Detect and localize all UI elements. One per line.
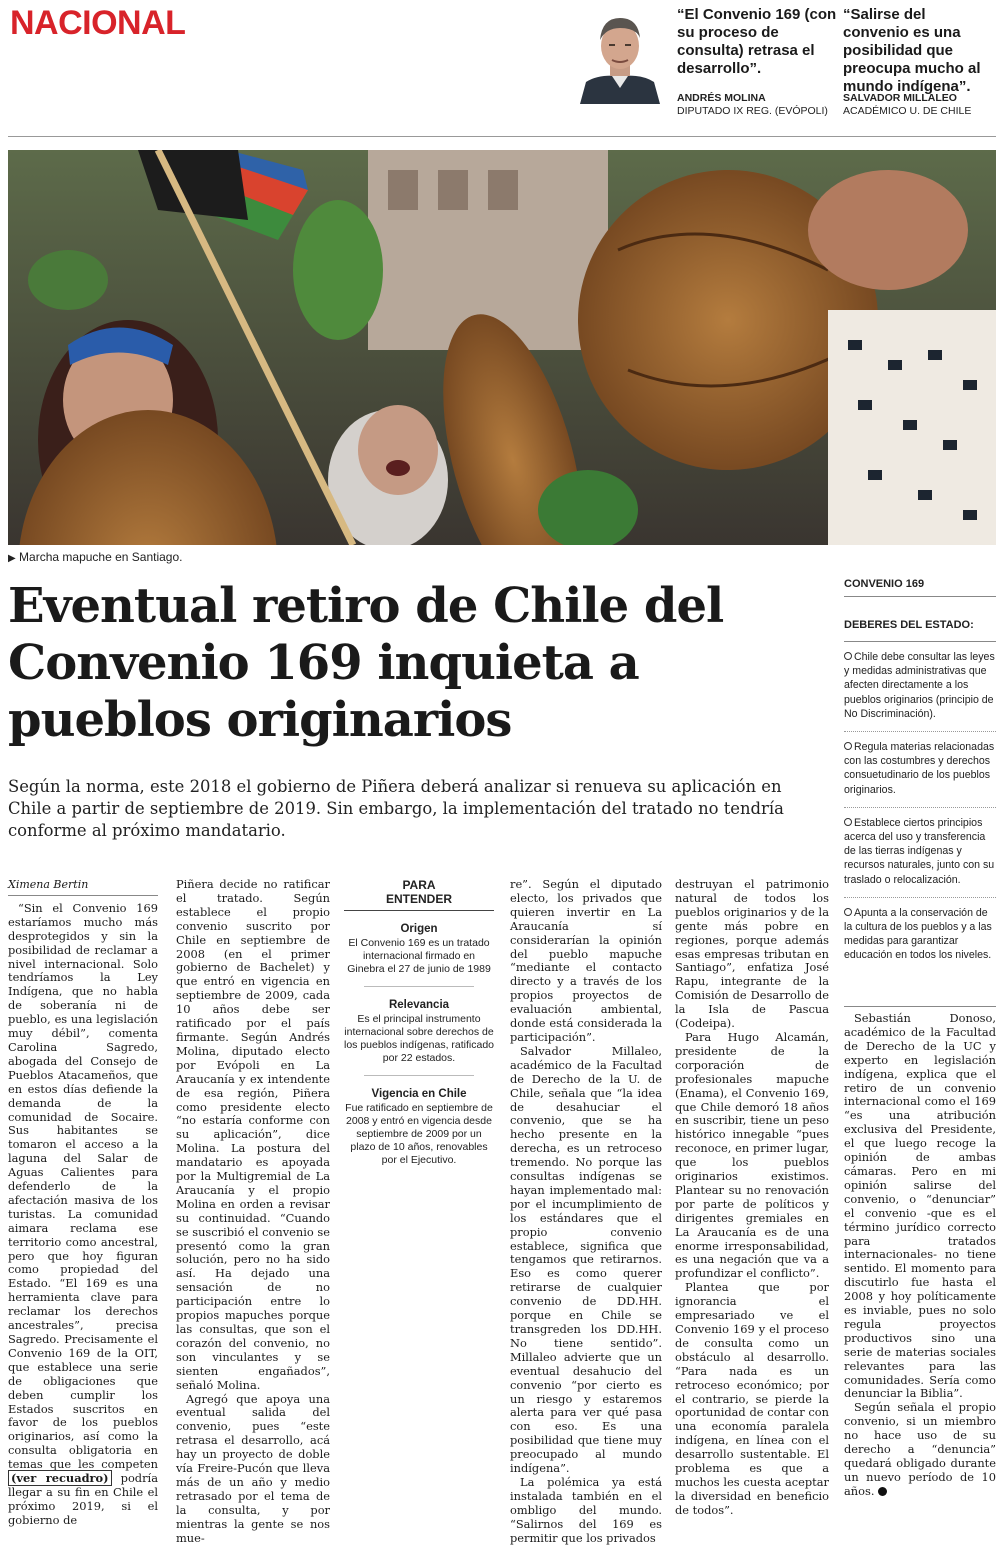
para-relevancia-text: Es el principal instrumento internacional sobre derechos de los pueblos indígenas, ratificado por 22 estados. [344, 1013, 495, 1064]
quote-molina-name: ANDRÉS MOLINA [677, 92, 766, 104]
para-origen-heading: Origen [400, 923, 438, 935]
end-of-article-icon [878, 1487, 887, 1496]
march-photo [8, 150, 996, 545]
col1-paragraph-tail: podría llegar a su fin en Chile el próximo 2019, si el gobierno de [8, 1471, 158, 1527]
quote-millaleo-attribution [843, 92, 995, 118]
article-column-6 [844, 1012, 996, 1499]
sidebar-subtitle: DEBERES DEL ESTADO: [844, 619, 996, 642]
quote-millaleo: “Salirse del convenio es una posibilidad que preocupa mucho al mundo indígena”. [843, 6, 981, 95]
col5-paragraph-2: Para Hugo Alcamán, presidente de la corporación de profesionales mapuche (Enama), el Convenio 169, que Chile demoró 18 años en suscribir, tiene un peso histórico innegable “pues reconoce, en primer lugar, que los pueblos originarios existimos. Plantear su no renovación por parte de políticos y dirigentes gremiales en La Araucanía es de una enorme irresponsabilidad, es una negación que va a profundizar el conflicto”. [675, 1029, 829, 1281]
see-box-reference: (ver recuadro) [8, 1470, 112, 1486]
headline: Eventual retiro de Chile del Convenio 169 inquieta a pueblos originarios [8, 578, 724, 748]
portrait-andres-molina [578, 6, 662, 104]
bullet-icon [844, 652, 852, 660]
sidebar-item-text: Regula materias relacionadas con las costumbres y derechos consuetudinario de los pueblos originarios. [844, 741, 995, 796]
bullet-icon [844, 818, 852, 826]
para-vigencia-text: Fue ratificado en septiembre de 2008 y entró en vigencia desde septiembre de 2009 por un plazo de 10 años, renovables por el Ejecutivo. [345, 1102, 493, 1166]
article-column-1 [8, 878, 158, 1528]
para-entender-title-1: PARA [402, 878, 436, 892]
article-column-2 [176, 878, 330, 1546]
para-divider [364, 986, 474, 987]
sidebar-item-text: Chile debe consultar las leyes y medidas administrativas que afecten directamente a los pueblos originarios (principio de No Discriminación). [844, 651, 995, 720]
col2-paragraph-2: Agregó que apoya una eventual salida del convenio, pues “este retrasa el desarrollo, acá hay un proyecto de doble vía Freire-Pucón que lleva más de un año y medio retrasado por el tema de la consulta, y por mientras la gente se nos mue- [176, 1391, 330, 1545]
col2-paragraph-1: Piñera decide no ratificar el tratado. Según establece el propio convenio suscrito por Chile en septiembre de 2008 (en el primer gobierno de Bachelet) y que entró en vigencia en septiembre de 2009, cada 10 años debe ser ratificado por el país firmante. Según Andrés Molina, diputado electo por Evópoli en La Araucanía y ex intendente de esa región, Piñera como presidente electo “no estaría conforme con su aplicación”, dice Molina. La postura del mandatario es apoyada por la Multigremial de La Araucanía y el propio Molina en orden a revisar su continuidad. “Cuando se suscribió el convenio se presentó como la gran solución, pero no ha sido así. Ha dejado una sensación de no participación entre lo propios mapuches porque las consultas, que son el corazón del convenio, no son vinculantes y se sienten engañados”, señaló Molina. [176, 877, 330, 1392]
col4-paragraph-3: La polémica ya está instalada también en el ombligo del mundo. “Salirnos del 169 es permitir que los privados [510, 1474, 662, 1545]
sidebar-end-divider [844, 1006, 996, 1007]
para-divider [364, 1075, 474, 1076]
para-vigencia-heading: Vigencia en Chile [371, 1088, 467, 1100]
quote-molina-role: DIPUTADO IX REG. (EVÓPOLI) [677, 105, 828, 117]
sidebar-item [844, 816, 996, 898]
sidebar-item-text: Establece ciertos principios acerca del uso y transferencia de las tierras indígenas y recursos naturales, junto con su traslado o relocalización. [844, 816, 995, 886]
col4-paragraph-1: re”. Según el diputado electo, los privados que quieren invertir en La Araucanía sí considerarían la opinión del pueblo mapuche “mediante el contacto directo y a través de los propios proyectos de evaluación ambiental, donde está considerada la participación”. [510, 877, 662, 1044]
quote-molina-attribution [677, 92, 837, 118]
col5-paragraph-1: destruyan el patrimonio natural de todos los pueblos originarios y de la gente más pobre en regiones, porque además esas empresas tributan en Santiago”, enfatiza José Rapu, integrante de la Comisión de Desarrollo de la Isla de Pascua (Codeipa). [675, 877, 829, 1031]
caption-arrow-icon: ▶ [8, 553, 16, 564]
quote-millaleo-name: SALVADOR MILLALEO [843, 92, 957, 104]
para-entender-box [344, 878, 494, 1167]
photo-caption [8, 550, 182, 564]
para-entender-title [344, 878, 494, 911]
col6-paragraph-2-text: Según señala el propio convenio, si un miembro no hace uso de su derecho a “denuncia” quedará obligado durante un nuevo período de 10 años. [844, 1400, 996, 1498]
para-relevancia-heading: Relevancia [388, 999, 450, 1011]
header-divider [8, 136, 996, 137]
col4-paragraph-2: Salvador Millaleo, académico de la Facultad de Derecho de la U. de Chile, señala que “la idea de desahuciar el convenio, que se ha hecho presente en la derecha, es un retroceso tremendo. No porque las consultas indígenas se hayan implementado mal: por el incumplimiento de los estándares que el propio convenio establece, significa que tengamos que retirarnos. Eso es como querer retirarse de cualquier convenio de DD.HH. porque en Chile se transgreden los DD.HH. No tiene sentido”. Millaleo advierte que un eventual desahucio del convenio “por cierto es un riesgo y estaremos alerta para ver qué pasa con eso. Es una posibilidad que tiene muy preocupado al mundo indígena”. [510, 1043, 662, 1476]
col6-paragraph-1: Sebastián Donoso, académico de la Facultad de Derecho de la UC y experto en legislación indígena, explica que el retiro de un convenio internacional como el 169 “es una atribución exclusiva del Presidente, el que luego recoge la opinión de ambas cámaras. Pero en mi opinión salirse del convenio, o “denunciar” el convenio -que es el término jurídico correcto para tratados internacionales- no tiene sentido. El momento para discutirlo fue hasta el 2008 y hoy políticamente es inviable, pues no solo regula proyectos productivos sino una serie de materias sociales relevantes para las comunidades. Sería como denunciar la Biblia”. [844, 1011, 996, 1401]
bullet-icon [844, 908, 852, 916]
col1-paragraph [8, 902, 158, 1528]
sidebar-convenio [844, 578, 996, 973]
byline: Ximena Bertin [8, 878, 158, 896]
sidebar-title: CONVENIO 169 [844, 578, 996, 597]
col1-paragraph-1: “Sin el Convenio 169 estaríamos mucho más desprotegidos y sin la posibilidad de reclamar a nivel internacional. Solo tendríamos la Ley Indígena, que no habla de soberanía ni de pueblo, es una legislación muy débil”, comenta Carolina Sagredo, abogada del Consejo de Pueblos Atacameños, que en estos días defiende la demanda de la comunidad de Socaire. Sus habitantes se tomaron el acceso a la laguna del Salar de Aguas Calientes para defenderlo de la afectación masiva de los turistas. La comunidad aimara reclama ese territorio como ancestral, pero que hoy figuran como propiedad del Estado. “El 169 es una herramienta clave para reclamar los derechos ancestrales”, precisa Sagredo. Precisamente el Convenio 169 de la OIT, que establece una serie de obligaciones que deben cumplir los Estados suscritos en favor de los pueblos originarios, así como la consulta obligatoria en temas que les competen [8, 900, 158, 1472]
quote-millaleo-role: ACADÉMICO U. DE CHILE [843, 105, 972, 117]
article-column-5 [675, 878, 829, 1518]
sidebar-item [844, 906, 996, 973]
section-label: NACIONAL [10, 4, 186, 42]
lede: Según la norma, este 2018 el gobierno de Piñera deberá analizar si renueva su aplicación en Chile a partir de septiembre de 2019. Sin embargo, la implementación del tratado no tendría conforme al próximo mandatario. [8, 777, 784, 840]
col5-paragraph-3: Plantea que por ignorancia el empresariado ve el Convenio 169 y el proceso de consulta como un obstáculo al desarrollo. “Para nada es un retroceso económico; por el contrario, se pierde la oportunidad de contar con una economía paralela indígena, en línea con el desarrollo sustentable. El problema es que a muchos les cuesta aceptar la diversidad en beneficio de todos”. [675, 1280, 829, 1517]
sidebar-item-text: Apunta a la conservación de la cultura de los pueblos y a las medidas para garantizar educación en todos los niveles. [844, 906, 992, 962]
quote-molina: “El Convenio 169 (con su proceso de consulta) retrasa el desarrollo”. [677, 6, 837, 77]
photo-caption-text: Marcha mapuche en Santiago. [19, 550, 183, 564]
para-origen-text: El Convenio 169 es un tratado internacional firmado en Ginebra el 27 de junio de 1989 [347, 937, 491, 975]
article-column-4 [510, 878, 662, 1546]
col6-paragraph-2 [844, 1401, 996, 1498]
sidebar-item [844, 740, 996, 808]
bullet-icon [844, 742, 852, 750]
para-entender-title-2: ENTENDER [385, 892, 452, 906]
sidebar-item [844, 650, 996, 732]
